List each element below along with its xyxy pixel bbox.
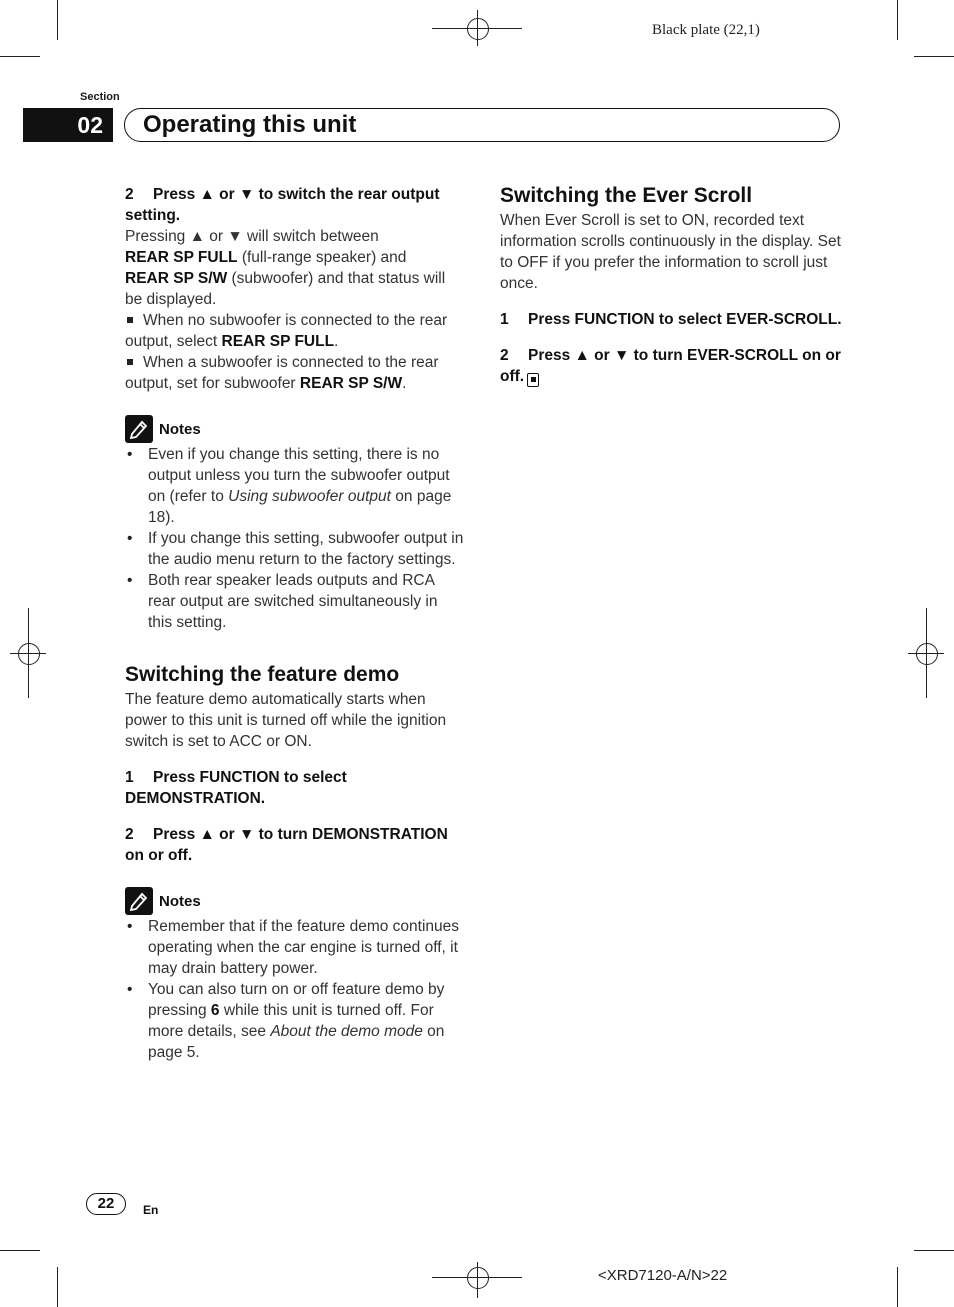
step-number: 2	[125, 186, 134, 203]
step-text: Press ▲ or ▼ to switch the rear output setting.	[125, 186, 440, 224]
note-text: while this unit is turned off. For more details, see	[148, 1002, 434, 1040]
cross-reference: About the demo mode	[270, 1023, 423, 1040]
notes-list	[125, 444, 465, 633]
bullet-text: .	[334, 333, 339, 350]
list-item	[125, 528, 465, 570]
paragraph: When Ever Scroll is set to ON, recorded text information scrolls continuously in the display. Set to OFF if you prefer the information to scroll just once.	[500, 212, 841, 292]
registration-mark	[467, 1267, 489, 1289]
step-number: 2	[125, 826, 134, 843]
crop-mark	[57, 1267, 58, 1307]
step-ever-scroll-toggle	[500, 345, 842, 387]
step-number: 2	[500, 347, 509, 364]
section-label: Section	[80, 91, 120, 103]
setting-name: REAR SP S/W	[125, 270, 228, 287]
right-column	[500, 182, 842, 387]
note-text: on page 5.	[148, 1023, 445, 1061]
paragraph-text: Pressing ▲ or ▼ will switch between	[125, 228, 379, 245]
pencil-note-icon	[125, 415, 153, 443]
step-demo-select	[125, 767, 465, 809]
page-number: 22	[86, 1193, 126, 1215]
paragraph: The feature demo automatically starts when power to this unit is turned off while the ignition switch is set to ACC or ON.	[125, 691, 447, 750]
paragraph-text: (subwoofer) and that status will be displayed.	[125, 270, 446, 308]
list-item	[125, 916, 465, 979]
section-title: Operating this unit	[143, 111, 357, 138]
paragraph-text: (full-range speaker) and	[237, 249, 407, 266]
square-bullet-icon	[127, 317, 133, 323]
bullet-text: .	[402, 375, 407, 392]
crop-mark	[0, 56, 40, 57]
list-item	[125, 979, 465, 1063]
pencil-note-icon	[125, 887, 153, 915]
note-text: Both rear speaker leads outputs and RCA rear output are switched simultaneously in this setting.	[148, 572, 438, 631]
square-bullet-icon	[127, 359, 133, 365]
left-column	[125, 184, 465, 1063]
button-name: 6	[210, 1002, 220, 1019]
note-text: You can also turn on or off feature demo by pressing	[148, 981, 445, 1019]
step-demo-toggle	[125, 824, 465, 866]
section-heading-ever-scroll: Switching the Ever Scroll	[500, 184, 753, 207]
setting-name: REAR SP S/W	[299, 375, 403, 392]
notes-label: Notes	[159, 892, 201, 910]
step-text: Press FUNCTION to select DEMONSTRATION.	[125, 769, 347, 807]
document-code: <XRD7120-A/N>22	[598, 1267, 728, 1284]
step-text: Press ▲ or ▼ to turn DEMONSTRATION on or off.	[125, 826, 448, 864]
language-label: En	[143, 1203, 159, 1217]
step-text: Press FUNCTION to select EVER-SCROLL.	[528, 311, 842, 328]
square-bullet-item	[125, 352, 465, 394]
cross-reference: Using subwoofer output	[228, 488, 391, 505]
crop-mark	[0, 1250, 40, 1251]
step-rear-output	[125, 184, 465, 226]
section-number: 02	[23, 108, 113, 142]
note-text: If you change this setting, subwoofer output in the audio menu return to the factory settings.	[148, 530, 464, 568]
registration-mark	[916, 643, 938, 665]
registration-mark	[18, 643, 40, 665]
crop-mark	[897, 0, 898, 40]
crop-mark	[914, 56, 954, 57]
note-text: Remember that if the feature demo continues operating when the car engine is turned off, it may drain battery power.	[148, 918, 460, 977]
step-number: 1	[125, 769, 134, 786]
notes-list	[125, 916, 465, 1063]
crop-mark	[897, 1267, 898, 1307]
crop-mark	[914, 1250, 954, 1251]
bullet-text: When a subwoofer is connected to the rear output, set for subwoofer	[125, 354, 439, 392]
notes-header	[125, 886, 465, 916]
square-bullet-item	[125, 310, 465, 352]
paragraph	[125, 226, 465, 310]
list-item	[125, 570, 465, 633]
step-ever-scroll-select	[500, 309, 842, 330]
note-text: on page 18).	[148, 488, 452, 526]
bullet-text: When no subwoofer is connected to the rear output, select	[125, 312, 448, 350]
list-item	[125, 444, 465, 528]
notes-header	[125, 414, 465, 444]
registration-mark	[467, 18, 489, 40]
step-number: 1	[500, 311, 509, 328]
plate-label: Black plate (22,1)	[652, 22, 760, 38]
setting-name: REAR SP FULL	[125, 249, 238, 266]
end-of-section-icon	[527, 373, 539, 387]
notes-label: Notes	[159, 420, 201, 438]
section-heading-demo: Switching the feature demo	[125, 663, 400, 686]
crop-mark	[57, 0, 58, 40]
setting-name: REAR SP FULL	[221, 333, 335, 350]
note-text: Even if you change this setting, there is no output unless you turn the subwoofer output on (refer to	[148, 446, 450, 505]
step-text: Press ▲ or ▼ to turn EVER-SCROLL on or off.	[500, 347, 841, 385]
